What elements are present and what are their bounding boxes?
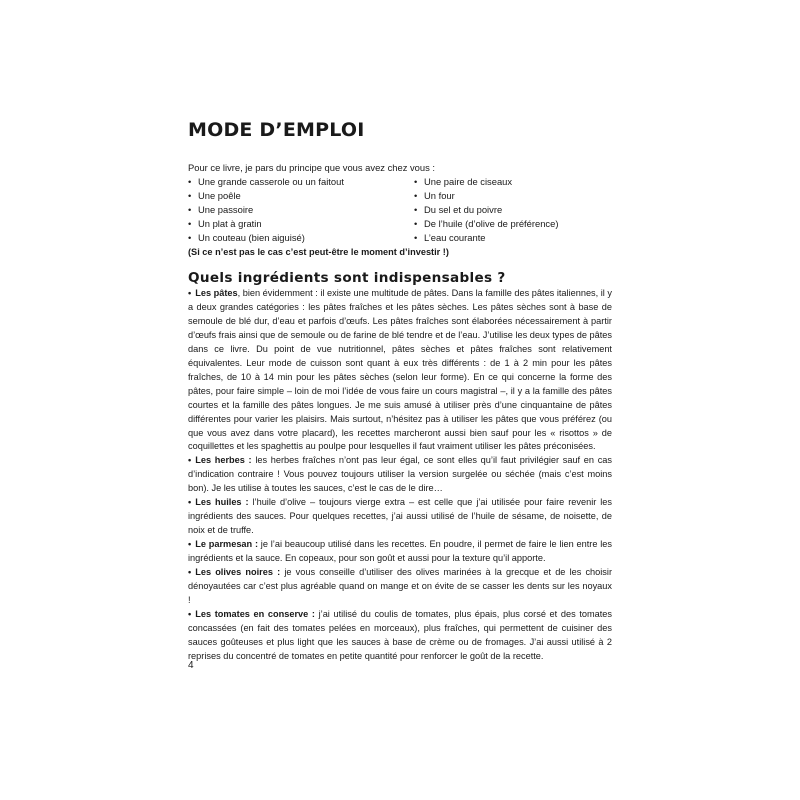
bullet-glyph: • [188, 567, 192, 578]
bullet-glyph: • [188, 539, 192, 550]
ingredient-term: Les tomates en conserve : [195, 608, 315, 619]
list-item: • Du sel et du poivre [414, 203, 612, 217]
list-item: • Une grande casserole ou un faitout [188, 175, 414, 189]
page-content [188, 118, 612, 664]
list-item: • Une passoire [188, 203, 414, 217]
ingredient-term: Les huiles : [195, 497, 249, 508]
list-item: • Une paire de ciseaux [414, 175, 612, 189]
ingredient-text: les herbes fraîches n’ont pas leur égal, ce sont elles qu’il faut privilégier sauf en cas d’indication contraire ! Vous pouvez toujours utiliser la version surgelée ou séchée (mais c’est moins bon). Je les utilise à toutes les sauces, c’est le cas de le dire… [188, 455, 613, 494]
bullet-glyph: • [188, 608, 192, 619]
section-heading: Quels ingrédients sont indispensables ? [188, 270, 506, 286]
bullet-glyph: • [188, 455, 192, 466]
ingredient-parmesan [188, 538, 612, 566]
ingredient-tomates [188, 608, 612, 664]
ingredient-text: , bien évidemment : il existe une multitude de pâtes. Dans la famille des pâtes italiennes, il y a deux grandes catégories : les pâtes fraîches et les pâtes sèches. Les pâtes sèches sont à base de semoule de blé dur, d’eau et parfois d’œufs. Les pâtes fraîches sont élaborées nécessairement à partir d’œufs frais ainsi que de semoule ou de farine de blé tendre et de l’eau. J’utilise les deux types de pâtes dans ce livre. Du point de vue nutritionnel, pâtes sèches et pâtes fraîches sont relativement équivalentes. Leur mode de cuisson sont quant à eux très différents : de 1 à 2 min pour les pâtes fraîches, de 10 à 14 min pour les pâtes sèches (selon leur forme). En ce qui concerne la forme des pâtes, pour faire simple – loin de moi l’idée de vous faire un cours magistral –, il y a la famille des pâtes courtes et la famille des pâtes longues. Je me suis amusé à utiliser près d’une cinquantaine de pâtes différentes pour varier les plaisirs. Mais surtout, n’hésitez pas à utiliser les pâtes que vous préférez (ou que vous avez dans votre placard), les recettes marcheront aussi bien sauf pour les « risottos » de coquillettes et les spaghettis au poulpe pour lesquelles il faut vraiment utiliser les pâtes préconisées. [188, 288, 612, 452]
list-item: • Une poêle [188, 189, 414, 203]
ingredient-olives [188, 566, 612, 608]
equipment-list [188, 175, 612, 245]
list-item: • De l’huile (d’olive de préférence) [414, 217, 612, 231]
equipment-column-right [414, 175, 612, 245]
ingredient-text: l’huile d’olive – toujours vierge extra – est celle que j’ai utilisée pour faire revenir les ingrédients des sauces. Pour quelques recettes, j’ai aussi utilisé de l’huile de sésame, de noisette, de noix et de truffe. [188, 497, 613, 536]
ingredient-pates [188, 287, 612, 454]
intro-text: Pour ce livre, je pars du principe que vous avez chez vous : [188, 162, 436, 173]
equipment-column-left [188, 175, 414, 245]
ingredient-term: Les herbes : [195, 455, 252, 466]
list-item: • Un couteau (bien aiguisé) [188, 231, 414, 245]
ingredient-term: Le parmesan : [195, 539, 259, 550]
ingredient-text: je vous conseille d’utiliser des olives marinées à la grecque et de les choisir dénoyautées car c’est plus agréable quand on mange et on évite de se casser les dents sur les noyaux ! [188, 567, 613, 605]
page-number: 4 [188, 660, 194, 671]
ingredient-text: j’ai utilisé du coulis de tomates, plus épais, plus corsé et des tomates concassées (en fait des tomates pelées en morceaux), plus fraîches, qui permettent de cuisiner des sauces goûteuses et plus light que les sauces à base de crème ou de fromages. J’ai aussi utilisé à 2 reprises du concentré de tomates en petite quantité pour renforcer le goût de la recette. [188, 608, 612, 661]
ingredient-term: Les olives noires : [195, 567, 281, 578]
bullet-glyph: • [188, 288, 192, 298]
list-item: • L’eau courante [414, 231, 612, 245]
equipment-note: (Si ce n’est pas le cas c’est peut-être le moment d’investir !) [188, 247, 449, 257]
ingredient-term: Les pâtes [195, 288, 238, 298]
ingredient-herbes [188, 454, 612, 496]
bullet-glyph: • [188, 497, 192, 508]
ingredient-huiles [188, 496, 612, 538]
page-title: MODE D’EMPLOI [188, 119, 365, 141]
list-item: • Un four [414, 189, 612, 203]
list-item: • Un plat à gratin [188, 217, 414, 231]
ingredient-text: je l’ai beaucoup utilisé dans les recettes. En poudre, il permet de faire le lien entre les ingrédients et la sauce. En copeaux, pour son goût et aussi pour la texture qu’il apporte. [188, 539, 613, 564]
